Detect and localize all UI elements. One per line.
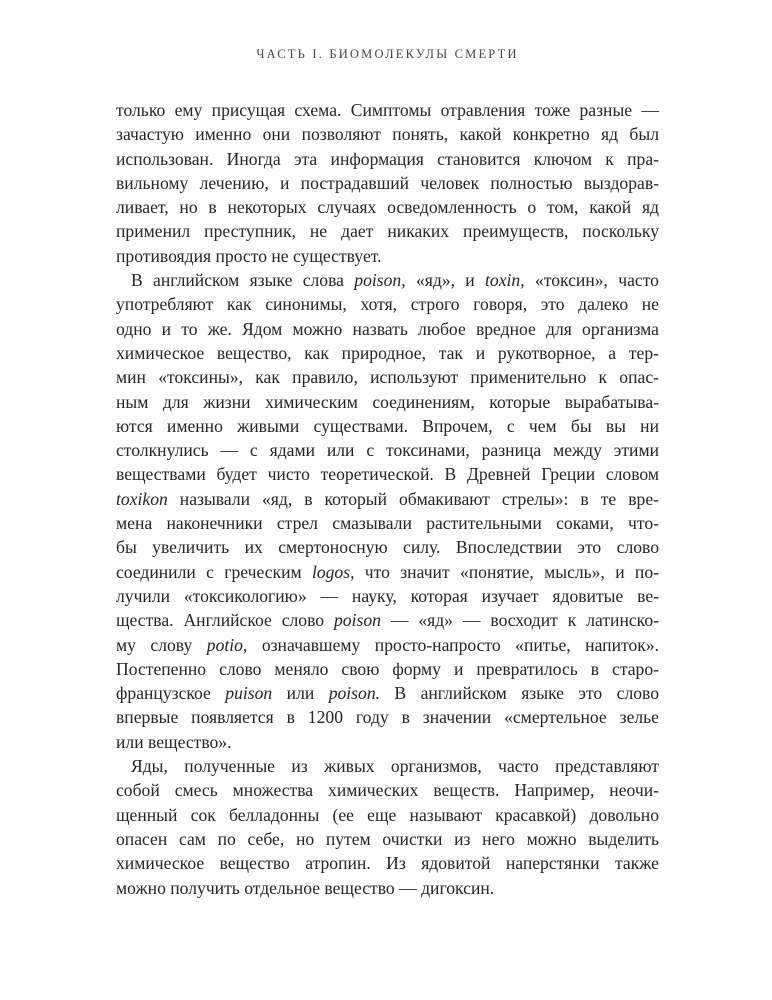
text-line: мена наконечники стрел смазывали растительными соками, что-: [116, 513, 659, 534]
body-text: [116, 98, 659, 900]
text-line: щества. Английское слово poison — «яд» — восходит к латинско-: [116, 610, 659, 631]
text-line: лучили «токсикологию» — науку, которая изучает ядовитые ве-: [116, 585, 659, 606]
text-line: вильному лечению, и пострадавший человек полностью выздорав-: [116, 172, 659, 193]
italic-term: toxikon: [116, 488, 168, 509]
text-line: В английском языке слова poison, «яд», и toxin, «токсин», часто: [131, 270, 659, 291]
text-line: веществами будет чисто теоретической. В Древней Греции словом: [116, 464, 659, 485]
text-line: только ему присущая схема. Симптомы отравления тоже разные —: [116, 100, 659, 120]
paragraph: [116, 98, 659, 268]
text-line: ливает, но в некоторых случаях осведомленность о том, какой яд: [116, 197, 659, 218]
text-line: му слову potio, означавшему просто-напросто «питье, напиток».: [116, 634, 659, 655]
text-line: Постепенно слово меняло свою форму и превратилось в старо-: [116, 658, 659, 679]
text-line: использован. Иногда эта информация становится ключом к пра-: [116, 148, 659, 169]
running-header: ЧАСТЬ I. БИОМОЛЕКУЛЫ СМЕРТИ: [256, 47, 519, 61]
text-line: или вещество».: [116, 731, 232, 752]
text-line: столкнулись — с ядами или с токсинами, разница между этими: [116, 440, 659, 461]
italic-term: puison: [225, 683, 273, 704]
italic-term: poison: [334, 610, 381, 631]
text-line: ются именно живыми существами. Впрочем, с чем бы вы ни: [116, 415, 659, 436]
text-line: мин «токсины», как правило, используют применительно к опас-: [116, 367, 659, 388]
text-line: противоядия просто не существует.: [116, 245, 382, 266]
text-line: собой смесь множества химических веществ. Например, неочи-: [116, 780, 659, 801]
text-line: ным для жизни химическим соединениям, которые вырабатыва-: [116, 391, 659, 412]
text-line: употребляют как синонимы, хотя, строго говоря, это далеко не: [116, 294, 659, 315]
text-line: одно и то же. Ядом можно назвать любое вредное для организма: [116, 318, 659, 339]
italic-term: poison.: [328, 683, 381, 704]
italic-term: logos,: [311, 561, 355, 582]
paragraph: [116, 268, 659, 754]
text-line: химическое вещество, как природное, так и рукотворное, а тер-: [116, 342, 659, 363]
text-line: зачастую именно они позволяют понять, какой конкретно яд был: [116, 124, 659, 145]
italic-term: potio,: [206, 634, 248, 655]
text-line: французское puison или poison. В английском языке это слово: [116, 683, 660, 704]
text-line: опасен сам по себе, но путем очистки из него можно выделить: [116, 828, 659, 849]
text-line: можно получить отдельное вещество — дигоксин.: [116, 877, 495, 898]
text-line: Яды, полученные из живых организмов, часто представляют: [131, 756, 659, 777]
text-line: химическое вещество атропин. Из ядовитой наперстянки также: [116, 853, 659, 874]
text-line: соединили с греческим logos, что значит «понятие, мысль», и по-: [116, 561, 659, 582]
text-line: применил преступник, не дает никаких преимуществ, поскольку: [116, 221, 659, 242]
italic-term: toxin,: [485, 270, 525, 291]
italic-term: poison,: [354, 270, 406, 291]
text-line: toxikon называли «яд, в который обмакивают стрелы»: в те вре-: [116, 488, 659, 509]
text-line: щенный сок белладонны (ее еще называют красавкой) довольно: [116, 804, 659, 825]
paragraph: [116, 754, 659, 900]
text-line: впервые появляется в 1200 году в значении «смертельное зелье: [116, 707, 659, 728]
text-line: бы увеличить их смертоносную силу. Впоследствии это слово: [116, 537, 659, 558]
